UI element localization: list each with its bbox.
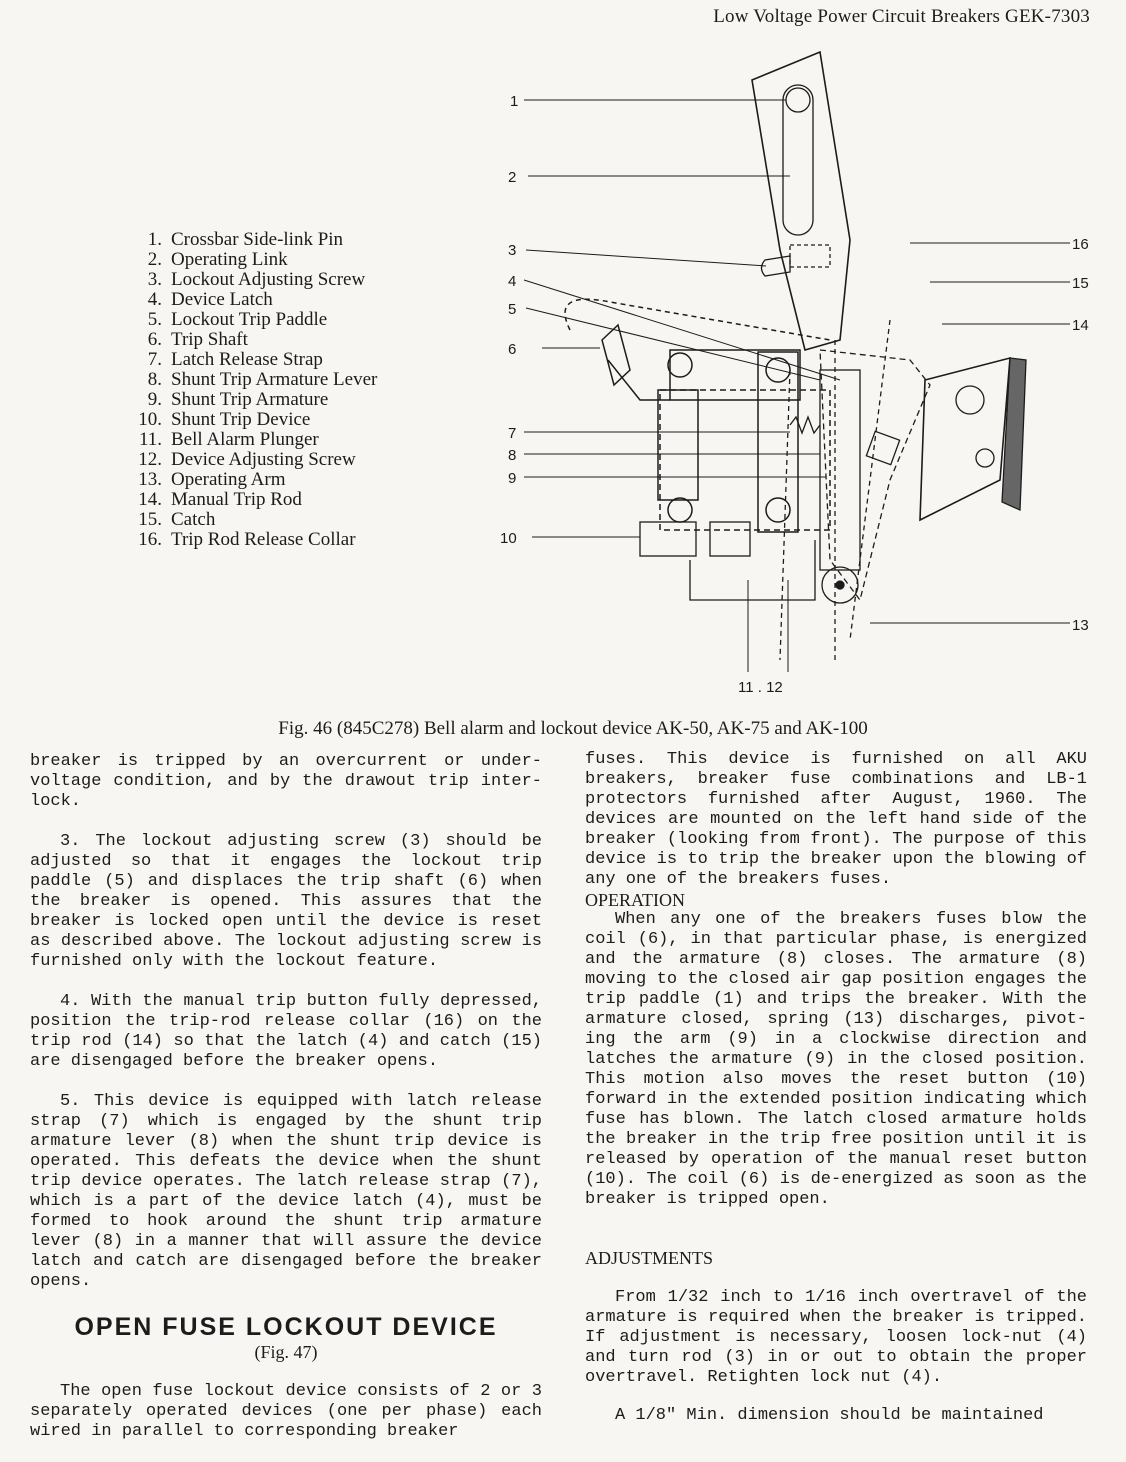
left-column bbox=[30, 752, 542, 1442]
callout-9: 9 bbox=[508, 470, 517, 487]
callout-labels bbox=[500, 93, 1089, 696]
lockout-adjusting-screw bbox=[762, 245, 831, 276]
callout-11-12: 11 . 12 bbox=[738, 679, 783, 696]
legend-item: 2. Operating Link bbox=[147, 249, 288, 270]
callout-2: 2 bbox=[508, 169, 517, 186]
figure-legend bbox=[128, 230, 377, 550]
legend-item: 8. Shunt Trip Armature Lever bbox=[147, 369, 378, 390]
callout-8: 8 bbox=[508, 447, 517, 464]
operation-heading: OPERATION bbox=[585, 890, 686, 910]
paragraph: fuses. This device is furnished on all AKU breakers, breaker fuse combinations and LB-1 protectors furnished after August, 1960. The devices are mounted on the left hand side of the breaker (looking from front). The purpose of this device is to trip the breaker upon the blowing of any one of the breakers fuses. bbox=[585, 750, 1087, 889]
legend-item: 13. Operating Arm bbox=[138, 469, 286, 490]
callout-1: 1 bbox=[510, 93, 519, 110]
device-housing bbox=[565, 299, 830, 532]
callout-14: 14 bbox=[1072, 317, 1089, 334]
legend-item: 9. Shunt Trip Armature bbox=[147, 389, 329, 410]
paragraph: 5. This device is equipped with latch release strap (7) which is engaged by the shunt trip armature lever (8) when the shunt trip device is operated. This defeats the device when the shunt trip device operates. The latch release strap (7), which is a part of the device latch (4), must be formed to hook around the shunt trip armature lever (8) in a manner that will assure the device latch and catch are disengaged before the breaker opens. bbox=[30, 1092, 542, 1291]
callout-6: 6 bbox=[508, 341, 517, 358]
operating-link bbox=[752, 52, 850, 350]
right-column bbox=[585, 750, 1087, 1426]
legend-item: 14. Manual Trip Rod bbox=[138, 489, 302, 510]
callout-5: 5 bbox=[508, 301, 517, 318]
legend-item: 6. Trip Shaft bbox=[147, 329, 248, 350]
dashed-guides bbox=[780, 320, 890, 660]
legend-item: 11. Bell Alarm Plunger bbox=[138, 429, 319, 450]
callout-leaders bbox=[524, 100, 1070, 672]
callout-7: 7 bbox=[508, 425, 517, 442]
legend-item: 16. Trip Rod Release Collar bbox=[138, 529, 356, 550]
callout-10: 10 bbox=[500, 530, 517, 547]
figure-caption: Fig. 46 (845C278) Bell alarm and lockout device AK-50, AK-75 and AK-100 bbox=[278, 718, 868, 739]
legend-item: 12. Device Adjusting Screw bbox=[138, 449, 356, 470]
legend-item: 4. Device Latch bbox=[147, 289, 273, 310]
paragraph: 4. With the manual trip button fully depressed, position the trip-rod release collar (16) on the trip rod (14) so that the latch (4) and catch (15) are disengaged before the breaker opens. bbox=[30, 992, 542, 1071]
paragraph: 3. The lockout adjusting screw (3) should be adjusted so that it engages the lockout trip paddle (5) and displaces the trip shaft (6) when the breaker is opened. This assures that the breaker is locked open until the device is reset as described above. The lockout adjusting screw is furnished only with the lockout feature. bbox=[30, 832, 542, 971]
callout-3: 3 bbox=[508, 242, 517, 259]
armature-plate bbox=[866, 358, 1026, 520]
legend-item: 5. Lockout Trip Paddle bbox=[147, 309, 328, 330]
paragraph: breaker is tripped by an overcurrent or under-voltage condition, and by the drawout trip inter-lock. bbox=[30, 752, 542, 811]
callout-13: 13 bbox=[1072, 617, 1089, 634]
paragraph: When any one of the breakers fuses blow the coil (6), in that particular phase, is energized and the armature (8) closes. The armature (8) moving to the closed air gap position engages the trip paddle (1) and trips the breaker. With the armature closed, spring (13) discharges, pivot-ing the arm (9) in a clockwise direction and latches the armature (9) in the closed position. This motion also moves the reset button (10) forward in the extended position indicating which fuse has blown. The latch closed armature holds the breaker in the trip free position until it is released by operation of the manual reset button (10). The coil (6) is de-energized as soon as the breaker is tripped open. bbox=[585, 910, 1087, 1209]
section-title: OPEN FUSE LOCKOUT DEVICE bbox=[74, 1313, 498, 1341]
callout-15: 15 bbox=[1072, 275, 1089, 292]
adjustments-heading: ADJUSTMENTS bbox=[585, 1248, 714, 1268]
paragraph: From 1/32 inch to 1/16 inch overtravel of the armature is required when the breaker is tripped. If adjustment is necessary, loosen lock-nut (4) and turn rod (3) in or out to obtain the proper overtravel. Retighten lock nut (4). bbox=[585, 1288, 1087, 1387]
legend-item: 15. Catch bbox=[138, 509, 216, 530]
legend-item: 10. Shunt Trip Device bbox=[138, 409, 311, 430]
legend-item: 3. Lockout Adjusting Screw bbox=[147, 269, 366, 290]
paragraph: The open fuse lockout device consists of 2 or 3 separately operated devices (one per phase) each wired in parallel to corresponding breaker bbox=[30, 1382, 542, 1441]
paragraph: A 1/8" Min. dimension should be maintained bbox=[615, 1406, 1044, 1425]
section-subtitle: (Fig. 47) bbox=[254, 1342, 318, 1362]
shunt-trip-device bbox=[640, 522, 815, 600]
callout-4: 4 bbox=[508, 273, 517, 290]
callout-16: 16 bbox=[1072, 236, 1089, 253]
legend-item: 7. Latch Release Strap bbox=[147, 349, 323, 370]
legend-item: 1. Crossbar Side-link Pin bbox=[147, 229, 344, 250]
page-header: Low Voltage Power Circuit Breakers GEK-7303 bbox=[713, 6, 1090, 27]
bell-alarm-diagram bbox=[490, 40, 1100, 700]
